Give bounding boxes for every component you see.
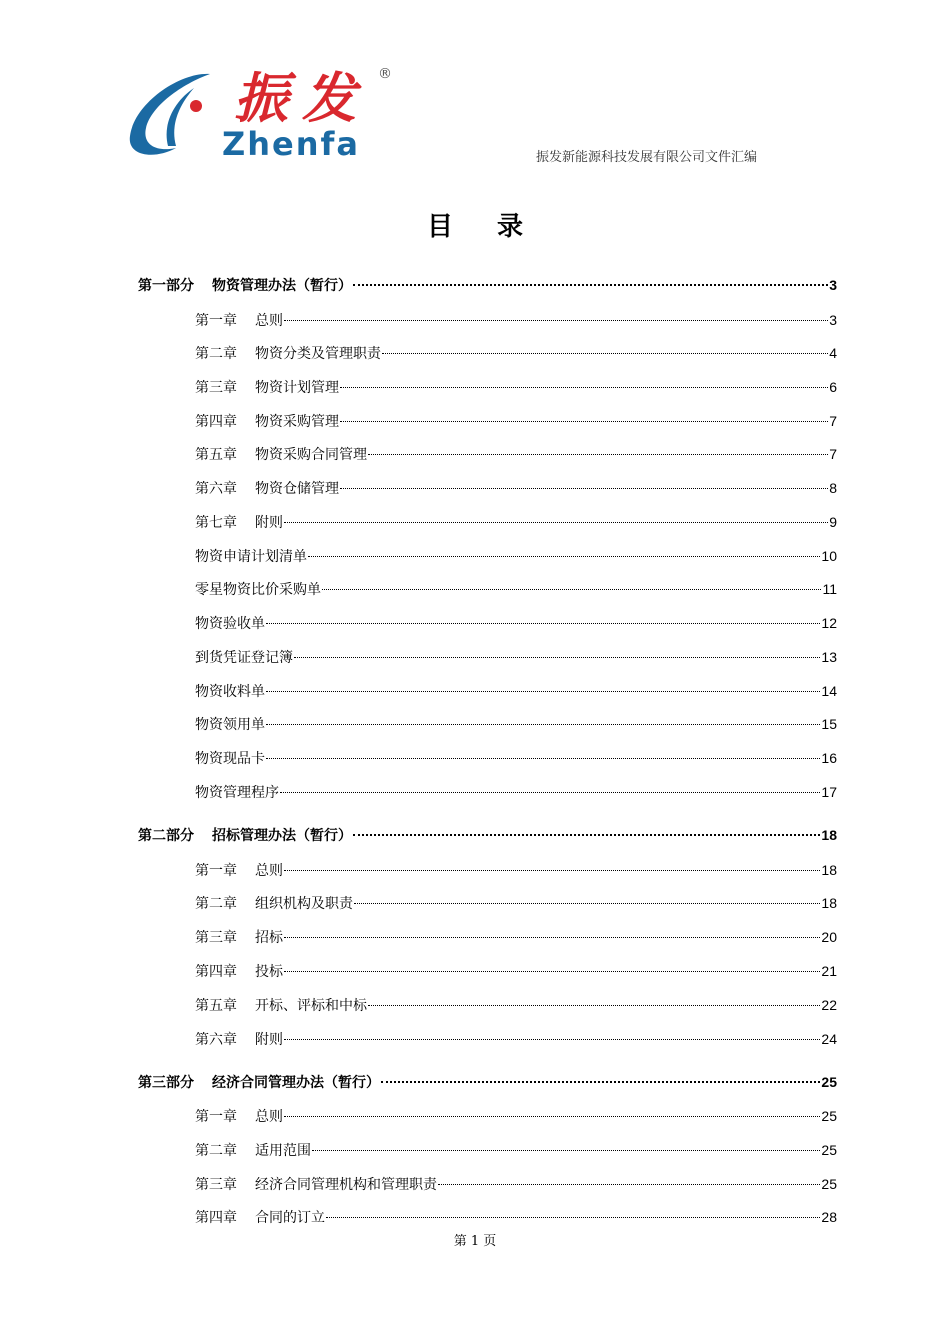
- toc-dot-leader: [266, 724, 820, 725]
- toc-dot-leader: [368, 454, 828, 455]
- toc-entry-number: 第五章: [195, 447, 237, 463]
- toc-entry-page: 15: [821, 716, 837, 732]
- toc-dot-leader: [340, 488, 828, 489]
- toc-entry-number: 第二章: [195, 346, 237, 362]
- toc-dot-leader: [326, 1217, 820, 1218]
- toc-entry-page: 3: [829, 277, 837, 293]
- toc-entry-label: 组织机构及职责: [255, 896, 353, 912]
- toc-part-entry[interactable]: [138, 1071, 837, 1093]
- toc-chapter-entry[interactable]: [195, 578, 837, 600]
- toc-dot-leader: [284, 522, 828, 523]
- toc-entry-page: 12: [821, 615, 837, 631]
- logo-english-text: Zhenfa: [222, 125, 360, 163]
- toc-entry-page: 25: [821, 1142, 837, 1158]
- toc-entry-page: 25: [821, 1074, 837, 1090]
- toc-chapter-entry[interactable]: [195, 545, 837, 567]
- toc-entry-page: 13: [821, 649, 837, 665]
- toc-entry-page: 25: [821, 1108, 837, 1124]
- toc-entry-number: 第三章: [195, 930, 237, 946]
- toc-dot-leader: [266, 758, 820, 759]
- toc-entry-number: 第四章: [195, 414, 237, 430]
- toc-entry-number: 第一章: [195, 313, 237, 329]
- toc-entry-label: 附则: [255, 1032, 283, 1048]
- toc-chapter-entry[interactable]: [195, 309, 837, 331]
- toc-chapter-entry[interactable]: [195, 1105, 837, 1127]
- toc-entry-page: 28: [821, 1209, 837, 1225]
- toc-entry-page: 25: [821, 1176, 837, 1192]
- toc-dot-leader: [368, 1005, 820, 1006]
- toc-entry-page: 22: [821, 997, 837, 1013]
- toc-dot-leader: [322, 589, 821, 590]
- toc-entry-label: 零星物资比价采购单: [195, 582, 321, 598]
- toc-dot-leader: [284, 1116, 820, 1117]
- toc-part-entry[interactable]: [138, 274, 837, 296]
- toc-entry-number: 第三部分: [138, 1075, 194, 1091]
- toc-entry-number: 第三章: [195, 1177, 237, 1193]
- toc-entry-label: 物资验收单: [195, 616, 265, 632]
- toc-chapter-entry[interactable]: [195, 477, 837, 499]
- toc-entry-label: 投标: [255, 964, 283, 980]
- zhenfa-swoosh-icon: [124, 64, 224, 164]
- toc-entry-label: 开标、评标和中标: [255, 998, 367, 1014]
- toc-entry-number: 第五章: [195, 998, 237, 1014]
- toc-entry-label: 物资计划管理: [255, 380, 339, 396]
- toc-dot-leader: [353, 284, 828, 286]
- toc-entry-label: 物资管理程序: [195, 785, 279, 801]
- toc-entry-page: 3: [829, 312, 837, 328]
- toc-entry-page: 24: [821, 1031, 837, 1047]
- toc-dot-leader: [381, 1081, 820, 1083]
- page-number: 第 1 页: [453, 1234, 497, 1249]
- toc-dot-leader: [284, 937, 820, 938]
- toc-entry-label: 到货凭证登记簿: [195, 650, 293, 666]
- toc-entry-label: 适用范围: [255, 1143, 311, 1159]
- toc-entry-label: 物资领用单: [195, 717, 265, 733]
- toc-dot-leader: [284, 1039, 820, 1040]
- toc-entry-number: 第一部分: [138, 278, 194, 294]
- toc-chapter-entry[interactable]: [195, 1173, 837, 1195]
- toc-dot-leader: [280, 792, 820, 793]
- toc-entry-number: 第一章: [195, 1109, 237, 1125]
- toc-chapter-entry[interactable]: [195, 859, 837, 881]
- toc-entry-label: 物资申请计划清单: [195, 549, 307, 565]
- toc-chapter-entry[interactable]: [195, 1028, 837, 1050]
- toc-entry-page: 7: [829, 413, 837, 429]
- toc-entry-number: 第六章: [195, 1032, 237, 1048]
- toc-entry-number: 第七章: [195, 515, 237, 531]
- toc-entry-number: 第四章: [195, 1210, 237, 1226]
- toc-chapter-entry[interactable]: [195, 1139, 837, 1161]
- toc-chapter-entry[interactable]: [195, 926, 837, 948]
- toc-chapter-entry[interactable]: [195, 960, 837, 982]
- toc-entry-label: 总则: [255, 313, 283, 329]
- toc-entry-page: 18: [821, 895, 837, 911]
- toc-dot-leader: [438, 1184, 820, 1185]
- toc-chapter-entry[interactable]: [195, 511, 837, 533]
- toc-dot-leader: [284, 320, 828, 321]
- toc-chapter-entry[interactable]: [195, 646, 837, 668]
- toc-title: 目录: [426, 212, 567, 242]
- toc-chapter-entry[interactable]: [195, 994, 837, 1016]
- document-collection-title: 振发新能源科技发展有限公司文件汇编: [536, 150, 758, 165]
- toc-chapter-entry[interactable]: [195, 612, 837, 634]
- toc-dot-leader: [312, 1150, 820, 1151]
- toc-entry-label: 物资分类及管理职责: [255, 346, 381, 362]
- toc-entry-page: 9: [829, 514, 837, 530]
- toc-chapter-entry[interactable]: [195, 443, 837, 465]
- toc-dot-leader: [340, 387, 828, 388]
- toc-dot-leader: [284, 870, 820, 871]
- toc-dot-leader: [340, 421, 828, 422]
- toc-entry-page: 14: [821, 683, 837, 699]
- toc-entry-page: 21: [821, 963, 837, 979]
- toc-entry-number: 第六章: [195, 481, 237, 497]
- toc-chapter-entry[interactable]: [195, 376, 837, 398]
- toc-entry-label: 合同的订立: [255, 1210, 325, 1226]
- toc-entry-label: 招标管理办法（暂行）: [212, 828, 352, 844]
- toc-entry-page: 18: [821, 862, 837, 878]
- toc-entry-page: 11: [822, 581, 837, 597]
- toc-dot-leader: [266, 623, 820, 624]
- toc-chapter-entry[interactable]: [195, 680, 837, 702]
- toc-entry-number: 第一章: [195, 863, 237, 879]
- toc-entry-number: 第二章: [195, 1143, 237, 1159]
- toc-chapter-entry[interactable]: [195, 892, 837, 914]
- toc-entry-label: 经济合同管理机构和管理职责: [255, 1177, 437, 1193]
- toc-entry-page: 18: [821, 827, 837, 843]
- toc-entry-page: 17: [821, 784, 837, 800]
- toc-entry-label: 总则: [255, 1109, 283, 1125]
- logo-chinese-text: 振发: [234, 66, 370, 130]
- toc-chapter-entry[interactable]: [195, 342, 837, 364]
- toc-dot-leader: [382, 353, 828, 354]
- toc-chapter-entry[interactable]: [195, 410, 837, 432]
- toc-dot-leader: [284, 971, 820, 972]
- toc-dot-leader: [308, 556, 820, 557]
- registered-mark: ®: [378, 66, 392, 82]
- toc-entry-label: 总则: [255, 863, 283, 879]
- toc-entry-label: 物资采购管理: [255, 414, 339, 430]
- toc-entry-page: 4: [829, 345, 837, 361]
- toc-entry-label: 附则: [255, 515, 283, 531]
- toc-entry-number: 第二部分: [138, 828, 194, 844]
- toc-chapter-entry[interactable]: [195, 713, 837, 735]
- toc-entry-label: 经济合同管理办法（暂行）: [212, 1075, 380, 1091]
- toc-entry-page: 10: [821, 548, 837, 564]
- toc-chapter-entry[interactable]: [195, 781, 837, 803]
- toc-entry-label: 物资采购合同管理: [255, 447, 367, 463]
- toc-dot-leader: [353, 834, 820, 836]
- toc-part-entry[interactable]: [138, 824, 837, 846]
- toc-entry-label: 物资仓储管理: [255, 481, 339, 497]
- toc-entry-page: 20: [821, 929, 837, 945]
- toc-entry-page: 16: [821, 750, 837, 766]
- toc-dot-leader: [266, 691, 820, 692]
- toc-entry-label: 物资收料单: [195, 684, 265, 700]
- toc-dot-leader: [294, 657, 820, 658]
- toc-entry-number: 第二章: [195, 896, 237, 912]
- toc-entry-number: 第三章: [195, 380, 237, 396]
- toc-chapter-entry[interactable]: [195, 1206, 837, 1228]
- toc-dot-leader: [354, 903, 820, 904]
- company-logo: [124, 64, 404, 164]
- toc-chapter-entry[interactable]: [195, 747, 837, 769]
- toc-entry-label: 物资现品卡: [195, 751, 265, 767]
- toc-entry-label: 物资管理办法（暂行）: [212, 278, 352, 294]
- toc-entry-page: 6: [829, 379, 837, 395]
- toc-entry-page: 8: [829, 480, 837, 496]
- toc-entry-number: 第四章: [195, 964, 237, 980]
- toc-entry-page: 7: [829, 446, 837, 462]
- toc-entry-label: 招标: [255, 930, 283, 946]
